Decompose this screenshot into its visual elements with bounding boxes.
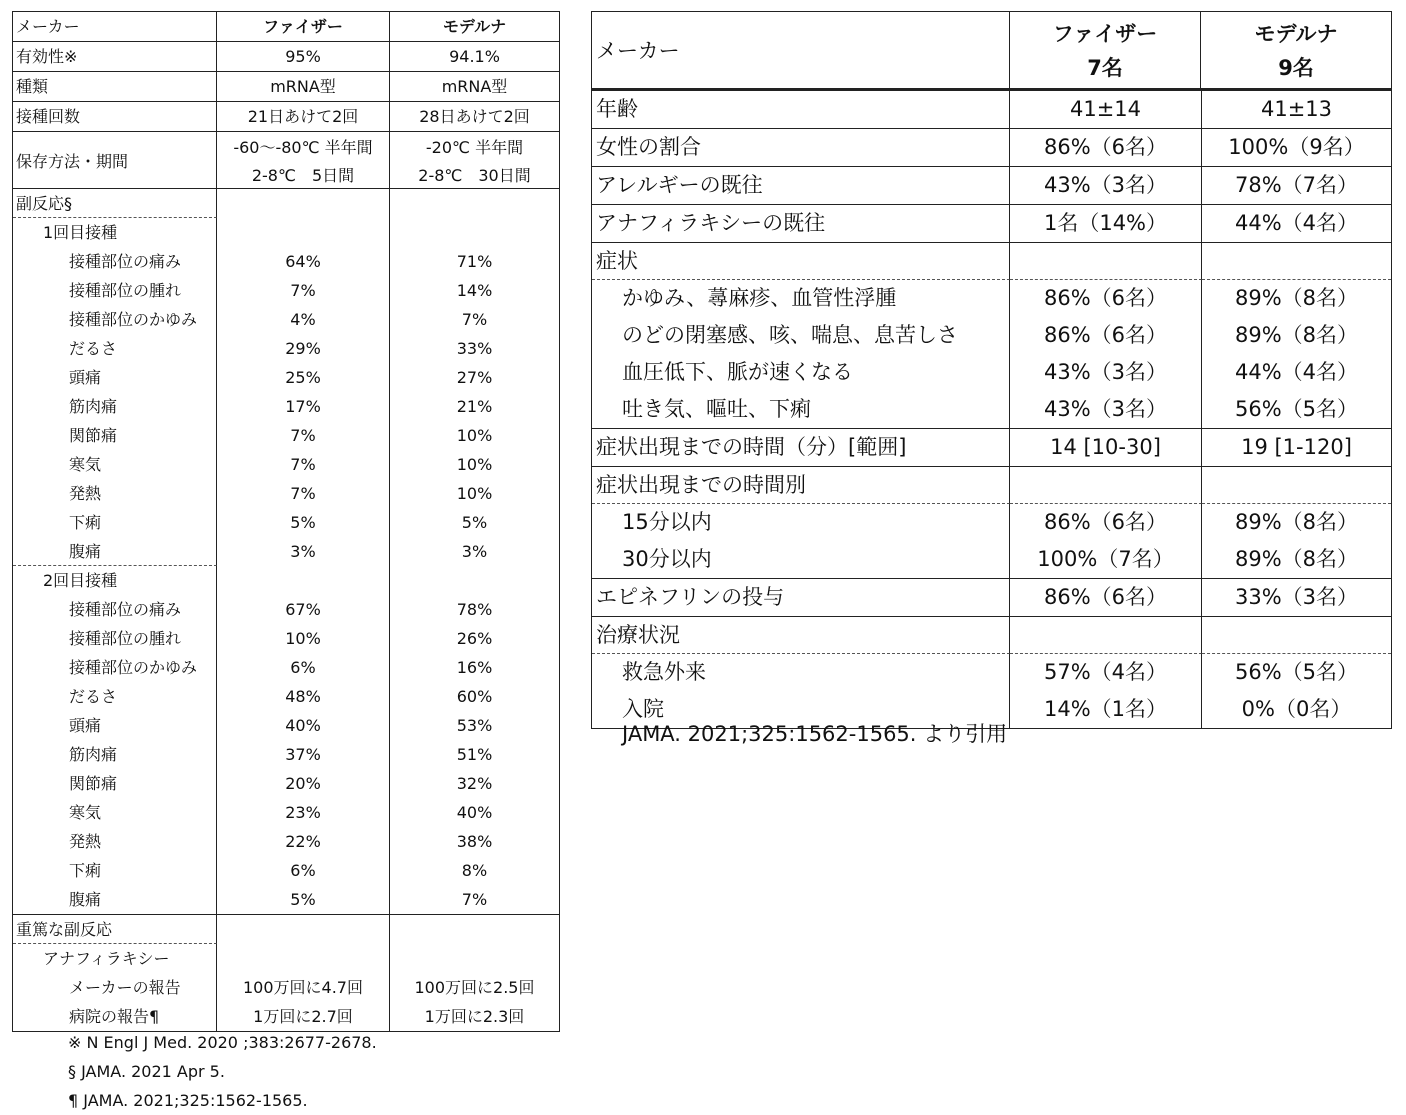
cell-moderna: 16% — [456, 658, 493, 677]
table-row — [13, 421, 559, 450]
second-dose-list — [13, 595, 559, 914]
cell-pfizer: 86%（6名） — [1010, 129, 1202, 166]
cell-pfizer: mRNA型 — [217, 72, 390, 101]
empty-cell — [217, 944, 390, 973]
row-label: 接種部位のかゆみ — [13, 305, 217, 334]
table-row-doses — [13, 101, 559, 131]
cell-moderna: 94.1% — [449, 47, 500, 66]
table-row — [13, 305, 559, 334]
table-row — [13, 537, 559, 566]
table-row-serious — [13, 914, 559, 944]
cell-moderna: 32% — [456, 774, 493, 793]
table-row-efficacy — [13, 41, 559, 71]
cell-moderna: 33% — [456, 339, 493, 358]
header-label: メーカー — [592, 12, 1010, 88]
section-label: 治療状況 — [592, 617, 1010, 654]
cell-pfizer: 5% — [217, 508, 390, 537]
cell-moderna: 60% — [456, 687, 493, 706]
cell-moderna: 14% — [456, 281, 493, 300]
row-label: 血圧低下、脈が速くなる — [592, 354, 1010, 391]
table-row — [13, 450, 559, 479]
row-label: 関節痛 — [13, 769, 217, 798]
table-row-age — [592, 91, 1391, 128]
cell-pfizer: 7% — [217, 421, 390, 450]
table-row — [13, 827, 559, 856]
cell-pfizer: 95% — [217, 42, 390, 71]
subsection-label: 2回目接種 — [13, 566, 217, 595]
cell-moderna: 7% — [461, 890, 488, 909]
row-label: 女性の割合 — [592, 129, 1010, 166]
row-label: 症状出現までの時間（分）[範囲] — [592, 429, 1010, 466]
cell-pfizer: 5% — [217, 885, 390, 914]
cell-moderna: 40% — [456, 803, 493, 822]
row-label: 接種部位の痛み — [13, 595, 217, 624]
empty-cell — [217, 915, 390, 944]
cell-pfizer: 1名（14%） — [1010, 205, 1202, 242]
table-row-anaphylaxis — [13, 944, 559, 973]
row-label: 接種部位の腫れ — [13, 276, 217, 305]
empty-cell — [1010, 617, 1202, 654]
header-maker: モデルナ — [1254, 22, 1338, 46]
cell-pfizer: 40% — [217, 711, 390, 740]
cell-pfizer: 7% — [217, 450, 390, 479]
empty-cell — [1010, 243, 1202, 280]
cell-moderna: 89%（8名） — [1234, 547, 1359, 571]
row-label: 接種回数 — [13, 102, 217, 131]
cell-pfizer: 43%（3名） — [1010, 391, 1202, 428]
table-row — [13, 392, 559, 421]
empty-cell — [390, 218, 559, 247]
table-row — [13, 769, 559, 798]
table-row-storage — [13, 131, 559, 188]
cell-moderna: 41±13 — [1260, 97, 1333, 121]
cell-pfizer: 86%（6名） — [1010, 280, 1202, 317]
cell-moderna: 33%（3名） — [1234, 585, 1359, 609]
header-label: メーカー — [13, 12, 217, 41]
row-label: かゆみ、蕁麻疹、血管性浮腫 — [592, 280, 1010, 317]
row-label: 接種部位の腫れ — [13, 624, 217, 653]
vaccine-comparison-table — [12, 11, 560, 1032]
header-moderna: モデルナ — [442, 17, 507, 36]
row-label: 腹痛 — [13, 885, 217, 914]
cell-moderna: mRNA型 — [441, 77, 508, 96]
row-label: 種類 — [13, 72, 217, 101]
cell-moderna: 3% — [461, 542, 488, 561]
cell-pfizer: 86%（6名） — [1010, 317, 1202, 354]
cell-moderna: 27% — [456, 368, 493, 387]
row-label: だるさ — [13, 682, 217, 711]
treatment-list — [592, 654, 1391, 728]
header-pfizer: ファイザー — [217, 12, 390, 41]
cell-moderna: 44%（4名） — [1234, 211, 1359, 235]
cell-moderna: 38% — [456, 832, 493, 851]
header-maker: ファイザー — [1052, 22, 1158, 46]
cell-moderna: 89%（8名） — [1234, 323, 1359, 347]
row-label: 保存方法・期間 — [13, 132, 217, 188]
cell-moderna: 10% — [456, 484, 493, 503]
row-label: 年齢 — [592, 91, 1010, 128]
table-header-row — [592, 12, 1391, 91]
cell-pfizer: 29% — [217, 334, 390, 363]
table-row — [13, 479, 559, 508]
cell-pfizer: 37% — [217, 740, 390, 769]
cell-moderna: 8% — [461, 861, 488, 880]
empty-cell — [390, 189, 559, 218]
row-label: 有効性※ — [13, 42, 217, 71]
cell-pfizer: 7% — [217, 276, 390, 305]
symptom-list — [592, 280, 1391, 428]
cell-pfizer — [217, 132, 390, 188]
row-label: アナフィラキシーの既往 — [592, 205, 1010, 242]
row-label: だるさ — [13, 334, 217, 363]
row-label: 下痢 — [13, 508, 217, 537]
cell-moderna: 44%（4名） — [1234, 360, 1359, 384]
cell-pfizer: 21日あけて2回 — [217, 102, 390, 131]
empty-cell — [217, 218, 390, 247]
table-row — [592, 317, 1391, 354]
empty-cell — [217, 566, 390, 595]
table-row-symptoms — [592, 242, 1391, 280]
row-label: アレルギーの既往 — [592, 167, 1010, 204]
onset-list — [592, 504, 1391, 578]
row-label: メーカーの報告 — [13, 973, 217, 1002]
footnote: ¶ JAMA. 2021;325:1562-1565. — [68, 1091, 308, 1110]
empty-cell — [1202, 243, 1391, 280]
cell-pfizer: 86%（6名） — [1010, 504, 1202, 541]
cell-pfizer: 57%（4名） — [1010, 654, 1202, 691]
table-row-hospital-report — [13, 1002, 559, 1031]
subsection-label: 1回目接種 — [13, 218, 217, 247]
table-row — [13, 798, 559, 827]
row-label: 発熱 — [13, 827, 217, 856]
row-label: 関節痛 — [13, 421, 217, 450]
table-row — [13, 624, 559, 653]
empty-cell — [217, 189, 390, 218]
empty-cell — [1010, 467, 1202, 504]
table-row — [13, 508, 559, 537]
empty-cell — [390, 915, 559, 944]
cell-pfizer: 10% — [217, 624, 390, 653]
cell-moderna: 10% — [456, 455, 493, 474]
row-label: 筋肉痛 — [13, 740, 217, 769]
cell-pfizer: 7% — [217, 479, 390, 508]
table-row — [13, 856, 559, 885]
empty-cell — [1202, 617, 1391, 654]
row-label: 接種部位のかゆみ — [13, 653, 217, 682]
cell-moderna: 19 [1-120] — [1241, 435, 1352, 459]
cell-pfizer: 43%（3名） — [1010, 167, 1202, 204]
row-label: 頭痛 — [13, 711, 217, 740]
cell-pfizer: 41±14 — [1010, 91, 1202, 128]
table-row — [13, 247, 559, 276]
storage-fridge: 2-8℃ 5日間 — [251, 165, 355, 185]
table-row-first-dose — [13, 218, 559, 247]
table-row — [13, 276, 559, 305]
row-label: 筋肉痛 — [13, 392, 217, 421]
table-row-onset-by-time — [592, 466, 1391, 504]
cell-pfizer: 22% — [217, 827, 390, 856]
storage-frozen: -20℃ 半年間 — [425, 137, 524, 157]
cell-pfizer: 14%（1名） — [1010, 691, 1202, 728]
row-label: 腹痛 — [13, 537, 217, 566]
cell-moderna: 89%（8名） — [1234, 286, 1359, 310]
cell-moderna: 0%（0名） — [1241, 697, 1352, 721]
footnote: § JAMA. 2021 Apr 5. — [68, 1062, 225, 1081]
row-label: 救急外来 — [592, 654, 1010, 691]
table-row — [13, 682, 559, 711]
header-pfizer — [1010, 12, 1201, 88]
cell-pfizer: 43%（3名） — [1010, 354, 1202, 391]
cell-pfizer: 100%（7名） — [1010, 541, 1202, 578]
row-label: 入院 — [592, 691, 1010, 728]
table-row-epinephrine — [592, 578, 1391, 616]
cell-pfizer: 6% — [217, 856, 390, 885]
table-row-second-dose — [13, 566, 559, 595]
cell-pfizer: 3% — [217, 537, 390, 566]
cell-moderna: 89%（8名） — [1234, 510, 1359, 534]
table-row — [592, 654, 1391, 691]
storage-frozen: -60～-80℃ 半年間 — [233, 137, 373, 157]
row-label: 15分以内 — [592, 504, 1010, 541]
table-row-onset-time — [592, 428, 1391, 466]
row-label: 寒気 — [13, 798, 217, 827]
table-row — [592, 541, 1391, 578]
cell-moderna: 71% — [456, 252, 493, 271]
cell-pfizer: 1万回に2.7回 — [217, 1002, 390, 1031]
row-label: エピネフリンの投与 — [592, 579, 1010, 616]
header-count: 9名 — [1278, 56, 1314, 80]
anaphylaxis-case-table — [591, 11, 1392, 729]
cell-pfizer: 67% — [217, 595, 390, 624]
cell-pfizer: 23% — [217, 798, 390, 827]
row-label: 寒気 — [13, 450, 217, 479]
table-row-maker-report — [13, 973, 559, 1002]
table-row — [13, 740, 559, 769]
section-label: 重篤な副反応 — [13, 915, 217, 944]
table-row — [13, 595, 559, 624]
cell-moderna: 78%（7名） — [1234, 173, 1359, 197]
table-row-treatment — [592, 616, 1391, 654]
cell-pfizer: 25% — [217, 363, 390, 392]
cell-pfizer: 4% — [217, 305, 390, 334]
table-row-side-effects — [13, 188, 559, 218]
table-row-anaphylaxis-history — [592, 204, 1391, 242]
cell-pfizer: 17% — [217, 392, 390, 421]
table-row-type — [13, 71, 559, 101]
section-label: 症状出現までの時間別 — [592, 467, 1010, 504]
cell-pfizer: 64% — [217, 247, 390, 276]
cell-moderna: 26% — [456, 629, 493, 648]
row-label: 吐き気、嘔吐、下痢 — [592, 391, 1010, 428]
header-count: 7名 — [1087, 56, 1123, 80]
cell-moderna: 10% — [456, 426, 493, 445]
cell-moderna: 21% — [456, 397, 493, 416]
cell-moderna: 56%（5名） — [1234, 397, 1359, 421]
row-label: 頭痛 — [13, 363, 217, 392]
cell-moderna: 7% — [461, 310, 488, 329]
table-header-row — [13, 12, 559, 41]
left-footnotes — [68, 1028, 377, 1115]
row-label: 接種部位の痛み — [13, 247, 217, 276]
empty-cell — [1202, 467, 1391, 504]
table-row — [13, 334, 559, 363]
right-footnote: JAMA. 2021;325:1562-1565. より引用 — [622, 722, 1008, 746]
table-row — [13, 653, 559, 682]
row-label: 発熱 — [13, 479, 217, 508]
cell-pfizer: 20% — [217, 769, 390, 798]
table-row — [592, 391, 1391, 428]
footnote: ※ N Engl J Med. 2020 ;383:2677-2678. — [68, 1033, 377, 1052]
table-row — [592, 504, 1391, 541]
cell-moderna: 78% — [456, 600, 493, 619]
cell-pfizer: 86%（6名） — [1010, 579, 1202, 616]
cell-pfizer: 48% — [217, 682, 390, 711]
cell-moderna: 56%（5名） — [1234, 660, 1359, 684]
cell-pfizer: 14 [10-30] — [1010, 429, 1202, 466]
cell-moderna: 53% — [456, 716, 493, 735]
cell-moderna: 100%（9名） — [1228, 135, 1365, 159]
cell-moderna — [390, 132, 559, 188]
subsection-label: アナフィラキシー — [13, 944, 217, 973]
table-row — [592, 354, 1391, 391]
table-row — [13, 363, 559, 392]
row-label: のどの閉塞感、咳、喘息、息苦しさ — [592, 317, 1010, 354]
cell-moderna: 100万回に2.5回 — [414, 978, 535, 997]
section-label: 症状 — [592, 243, 1010, 280]
table-row — [592, 280, 1391, 317]
table-row — [13, 885, 559, 914]
cell-moderna: 1万回に2.3回 — [424, 1007, 525, 1026]
row-label: 下痢 — [13, 856, 217, 885]
first-dose-list — [13, 247, 559, 566]
section-label: 副反応§ — [13, 189, 217, 218]
table-row-allergy — [592, 166, 1391, 204]
empty-cell — [390, 944, 559, 973]
cell-moderna: 51% — [456, 745, 493, 764]
storage-fridge: 2-8℃ 30日間 — [418, 165, 531, 185]
cell-moderna: 5% — [461, 513, 488, 532]
table-row-female — [592, 128, 1391, 166]
row-label: 病院の報告¶ — [13, 1002, 217, 1031]
cell-moderna: 28日あけて2回 — [419, 107, 530, 126]
cell-pfizer: 100万回に4.7回 — [217, 973, 390, 1002]
empty-cell — [390, 566, 559, 595]
header-moderna — [1201, 12, 1391, 88]
cell-pfizer: 6% — [217, 653, 390, 682]
table-row — [13, 711, 559, 740]
row-label: 30分以内 — [592, 541, 1010, 578]
